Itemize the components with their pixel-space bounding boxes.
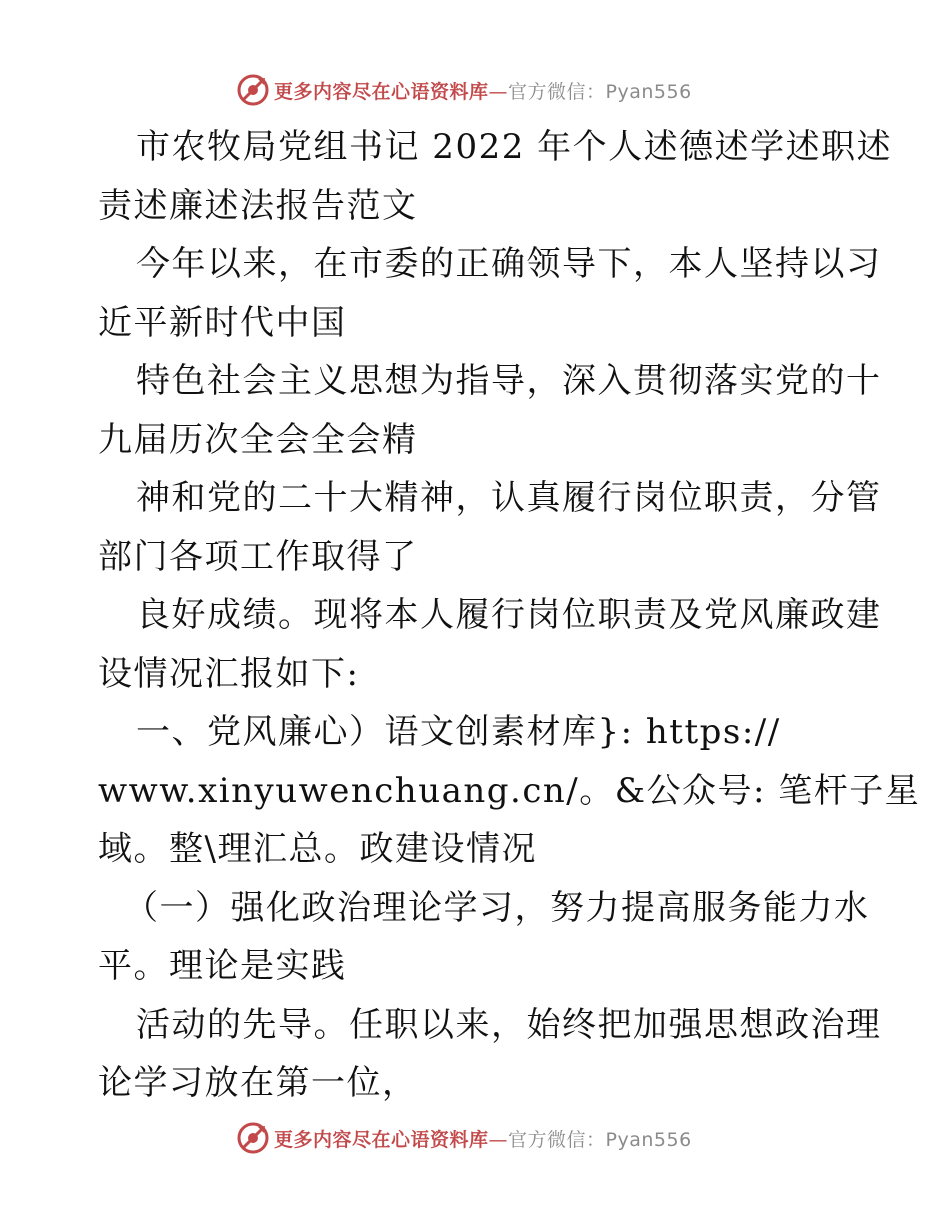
logo-icon (236, 73, 270, 107)
footer-text (274, 1125, 692, 1152)
body-line: 今年以来，在市委的正确领导下，本人坚持以习 (136, 244, 882, 284)
section-heading-line: 一、党风廉心）语文创素材库}: https:// (136, 712, 781, 752)
header-text-brand: 更多内容尽在心语资料库 (274, 80, 489, 103)
document-body (98, 118, 921, 1113)
body-line: 近平新时代中国 (98, 302, 347, 343)
body-line: 域。整\理汇总。政建设情况 (98, 829, 537, 869)
body-line: 特色社会主义思想为指导，深入贯彻落实党的十 (136, 361, 882, 401)
footer-text-brand: 更多内容尽在心语资料库 (274, 1128, 489, 1151)
header-text (274, 77, 692, 104)
footer-text-dash: — (488, 1128, 509, 1151)
body-line: 九届历次全会全会精 (98, 419, 418, 460)
logo-icon (236, 1121, 270, 1155)
body-line: 平。理论是实践 (98, 946, 347, 986)
footer-text-wechat: 官方微信：Pyan556 (508, 1128, 692, 1151)
body-line: www.xinyuwenchuang.cn/。&公众号: 笔杆子星 (98, 770, 921, 811)
body-line: 良好成绩。现将本人履行岗位职责及党风廉政建 (136, 595, 882, 635)
header-text-wechat: 官方微信：Pyan556 (508, 80, 692, 103)
body-line: 论学习放在第一位， (98, 1063, 418, 1103)
subsection-heading-line: （一）强化政治理论学习，努力提高服务能力水 (124, 887, 870, 928)
body-line: 设情况汇报如下: (98, 653, 360, 694)
body-line: 活动的先导。任职以来，始终把加强思想政治理 (136, 1004, 882, 1045)
header-text-dash: — (488, 80, 509, 103)
title-line-1: 市农牧局党组书记 2022 年个人述德述学述职述 (136, 127, 893, 167)
footer-banner (236, 1118, 716, 1158)
title-line-2: 责述廉述法报告范文 (98, 185, 418, 226)
body-line: 部门各项工作取得了 (98, 536, 418, 577)
body-line: 神和党的二十大精神，认真履行岗位职责，分管 (136, 478, 882, 518)
header-banner (236, 70, 716, 110)
